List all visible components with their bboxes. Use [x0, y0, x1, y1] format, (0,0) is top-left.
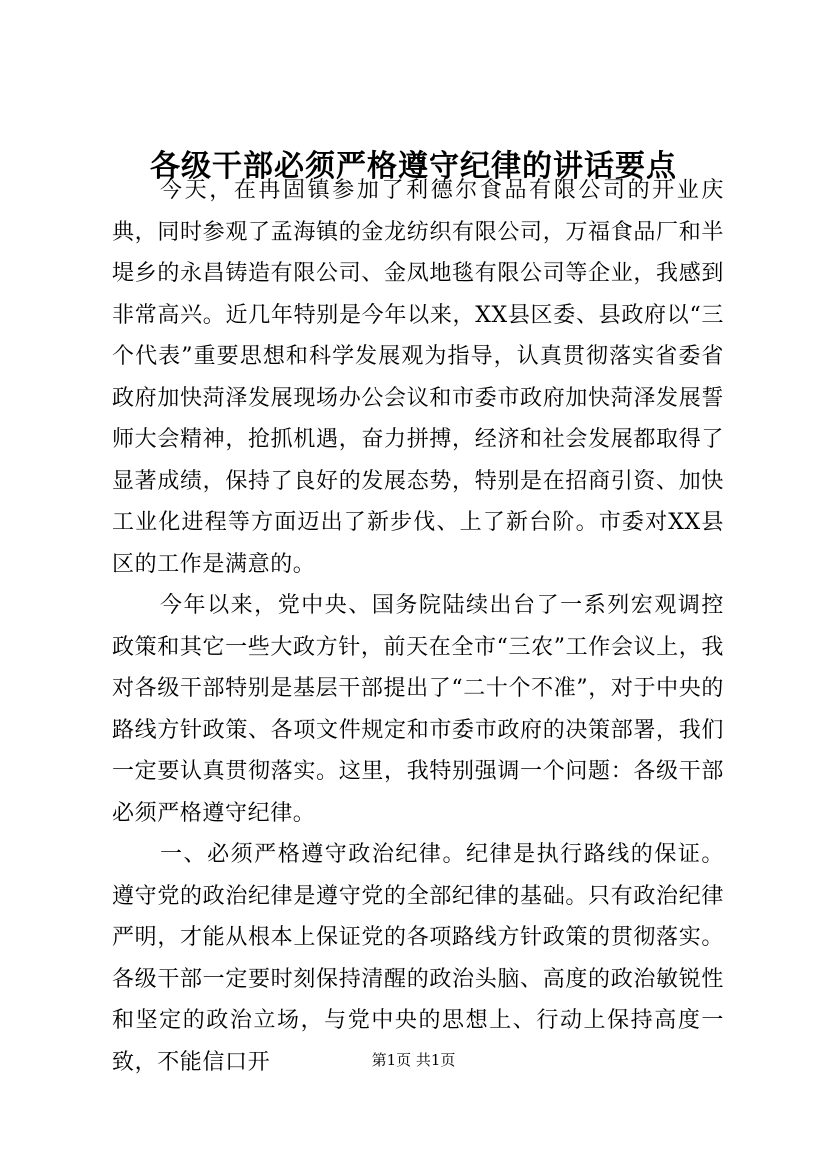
page-footer: 第1页 共1页: [371, 1051, 456, 1069]
paragraph-3: 一、必须严格遵守政治纪律。纪律是执行路线的保证。遵守党的政治纪律是遵守党的全部纪律的基础。只有政治纪律严明，才能从根本上保证党的各项路线方针政策的贯彻落实。各级干部一定要时刻保持清醒的政治头脑、高度的政治敏锐性和坚定的政治立场，与党中央的思想上、行动上保持高度一致，不能信口开: [112, 842, 724, 1075]
document-body: [112, 170, 724, 1083]
paragraph-1: 今天，在冉固镇参加了利德尔食品有限公司的开业庆典，同时参观了孟海镇的金龙纺织有限公司，万福食品厂和半堤乡的永昌铸造有限公司、金凤地毯有限公司等企业，我感到非常高兴。近几年特别是今年以来，XX县区委、县政府以“三个代表”重要思想和科学发展观为指导，认真贯彻落实省委省政府加快菏泽发展现场办公会议和市委市政府加快菏泽发展誓师大会精神，抢抓机遇，奋力拼搏，经济和社会发展都取得了显著成绩，保持了良好的发展态势，特别是在招商引资、加快工业化进程等方面迈出了新步伐、上了新台阶。市委对XX县区的工作是满意的。: [112, 178, 724, 577]
document-title: 各级干部必须严格遵守纪律的讲话要点: [150, 149, 677, 184]
paragraph-2: 今年以来，党中央、国务院陆续出台了一系列宏观调控政策和其它一些大政方针，前天在全市“三农”工作会议上，我对各级干部特别是基层干部提出了“二十个不准”，对于中央的路线方针政策、各项文件规定和市委市政府的决策部署，我们一定要认真贯彻落实。这里，我特别强调一个问题：各级干部必须严格遵守纪律。: [112, 593, 724, 826]
